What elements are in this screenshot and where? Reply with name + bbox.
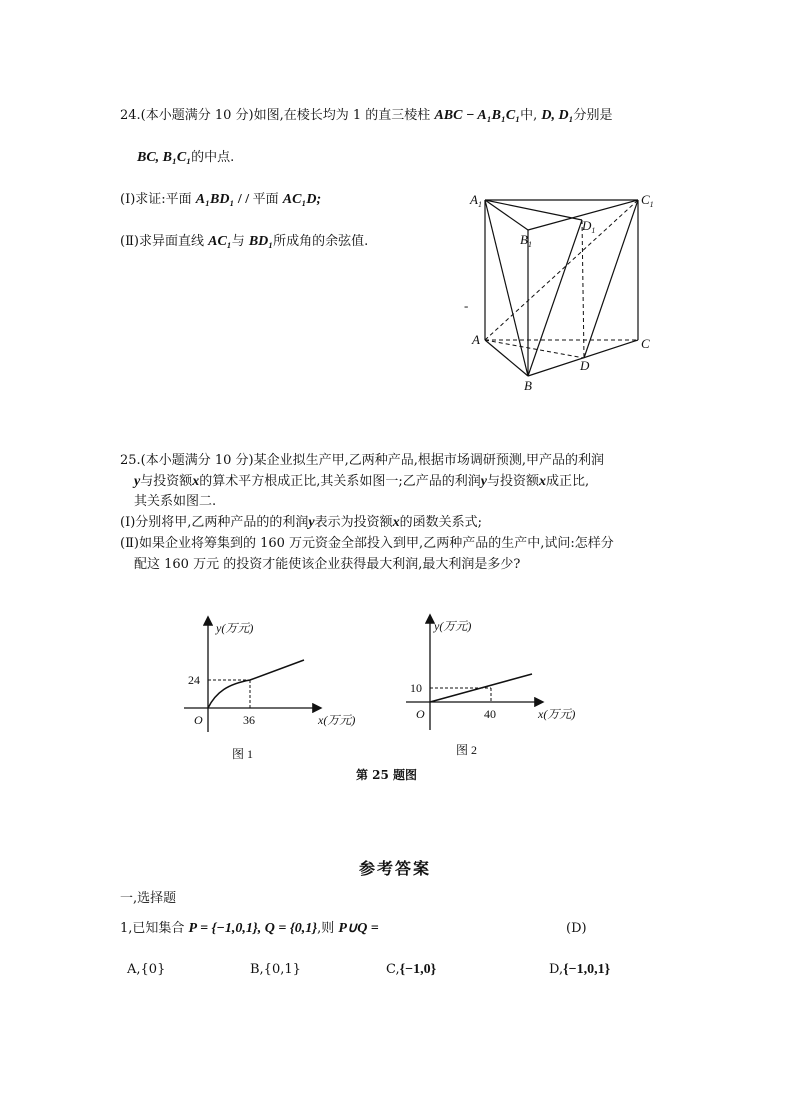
label-b: B — [524, 378, 532, 393]
q24-line1 — [120, 107, 612, 125]
fig2-caption: 图 2 — [456, 743, 478, 757]
answer-text: 1,已知集合 — [120, 921, 189, 936]
option-math: {−1,0,1} — [563, 962, 611, 977]
fig2-y-tick: 10 — [410, 681, 422, 695]
line-a1b — [485, 200, 528, 376]
option-a: A,{0} — [127, 962, 166, 977]
q25-text: 的算术平方根成正比,其关系如图一;乙产品的利润 — [199, 474, 481, 489]
fig1-x-label: x(万元) — [318, 713, 356, 727]
q25-text: 成正比, — [545, 474, 590, 489]
line-c1d — [584, 200, 638, 358]
fig1-y-label: y(万元) — [216, 621, 254, 635]
q24-text: 中, — [520, 108, 542, 123]
fig2-x-tick: 40 — [484, 707, 496, 721]
q25-text: 的函数关系式; — [399, 515, 483, 530]
q24-math-points: D, D₁ — [541, 108, 574, 123]
line-ad-hidden — [485, 340, 584, 358]
q24-math-midpoints: BC, B₁C₁ — [137, 150, 192, 165]
q24-text: 与 — [231, 234, 249, 249]
fig2-origin: O — [416, 707, 425, 721]
label-c1: $C_1$ — [641, 192, 654, 209]
q24-math-line2: BD₁ — [248, 234, 274, 249]
answers-section: 一,选择题 — [120, 891, 177, 906]
q24-text: 的中点. — [191, 150, 235, 165]
option-b: B,{0,1} — [250, 962, 301, 977]
label-a1: $A_1$ — [470, 192, 482, 209]
q24-math-plane2: AC₁D; — [282, 192, 322, 207]
graph-figure-1 — [180, 612, 380, 772]
q24-line2 — [137, 149, 234, 167]
fig1-x-tick: 36 — [243, 713, 255, 727]
fig2-y-label: y(万元) — [434, 619, 472, 633]
q24-text: 平面 — [252, 192, 283, 207]
var-x: x — [392, 515, 400, 530]
option-label: D, — [549, 962, 564, 977]
graph-figure-2 — [402, 612, 602, 772]
q25-text: 与投资额 — [140, 474, 193, 489]
label-a: A — [472, 332, 480, 347]
q24-text: 分别是 — [573, 108, 613, 123]
label-d1: $D_1$ — [582, 218, 596, 235]
var-y: y — [134, 474, 141, 489]
q24-math-prism: ABC − A₁B₁C₁ — [434, 108, 521, 123]
q25-text: (Ⅰ)分别将甲,乙两种产品的的利润 — [120, 515, 309, 530]
q24-text: 24.(本小题满分 10 分)如图,在棱长均为 1 的直三棱柱 — [120, 108, 435, 123]
q24-text: 所成角的余弦值. — [273, 234, 369, 249]
curve-sqrt — [208, 660, 304, 708]
prism-figure — [460, 188, 660, 398]
q25-part2-line1: (Ⅱ)如果企业将筹集到的 160 万元资金全部投入到甲,乙两种产品的生产中,试问:怎样分 — [120, 536, 614, 551]
edge-ab — [485, 340, 528, 376]
q25-line3: 其关系如图二. — [134, 494, 217, 509]
q25-part2-line2: 配这 160 万元 的投资才能使该企业获得最大利润,最大利润是多少? — [134, 557, 521, 572]
fig2-x-label: x(万元) — [538, 707, 576, 721]
q24-math-plane1: A₁BD₁ — [195, 192, 235, 207]
q25-part1 — [120, 514, 482, 532]
label-c: C — [641, 336, 650, 351]
option-label: C, — [386, 962, 400, 977]
fig1-origin: O — [194, 713, 203, 727]
option-c — [386, 961, 436, 979]
fig-caption: 第 25 题图 — [356, 768, 418, 782]
fig1-caption: 图 1 — [232, 747, 254, 761]
q24-text: (Ⅱ)求异面直线 — [120, 234, 209, 249]
q24-math-line1: AC₁ — [208, 234, 232, 249]
q25-text: 与投资额 — [486, 474, 539, 489]
stray-dash: - — [464, 298, 469, 313]
fig1-y-tick: 24 — [188, 673, 200, 687]
line-dd1-hidden — [582, 220, 584, 358]
q24-part1 — [120, 191, 321, 209]
q25-text: 表示为投资额 — [314, 515, 393, 530]
answer-q1-choice: (D) — [566, 921, 587, 936]
q24-part2 — [120, 233, 368, 251]
q25-line1: 25.(本小题满分 10 分)某企业拟生产甲,乙两种产品,根据市场调研预测,甲产品的利润 — [120, 453, 605, 468]
q24-text: (Ⅰ)求证:平面 — [120, 192, 196, 207]
answer-text: ,则 — [317, 921, 339, 936]
option-math: {−1,0} — [399, 962, 437, 977]
answer-math-union: P∪Q = — [338, 921, 379, 936]
answers-title: 参考答案 — [359, 859, 432, 878]
var-x: x — [192, 474, 200, 489]
var-x: x — [538, 474, 546, 489]
label-d: D — [580, 358, 590, 373]
answer-math-sets: P = {−1,0,1}, Q = {0,1} — [188, 921, 318, 936]
answer-q1 — [120, 920, 379, 938]
q25-line2 — [134, 473, 589, 491]
option-d — [549, 961, 610, 979]
var-y: y — [480, 474, 487, 489]
var-y: y — [308, 515, 315, 530]
q24-parallel: / / — [234, 192, 253, 207]
label-b1: $B_1$ — [520, 232, 532, 249]
